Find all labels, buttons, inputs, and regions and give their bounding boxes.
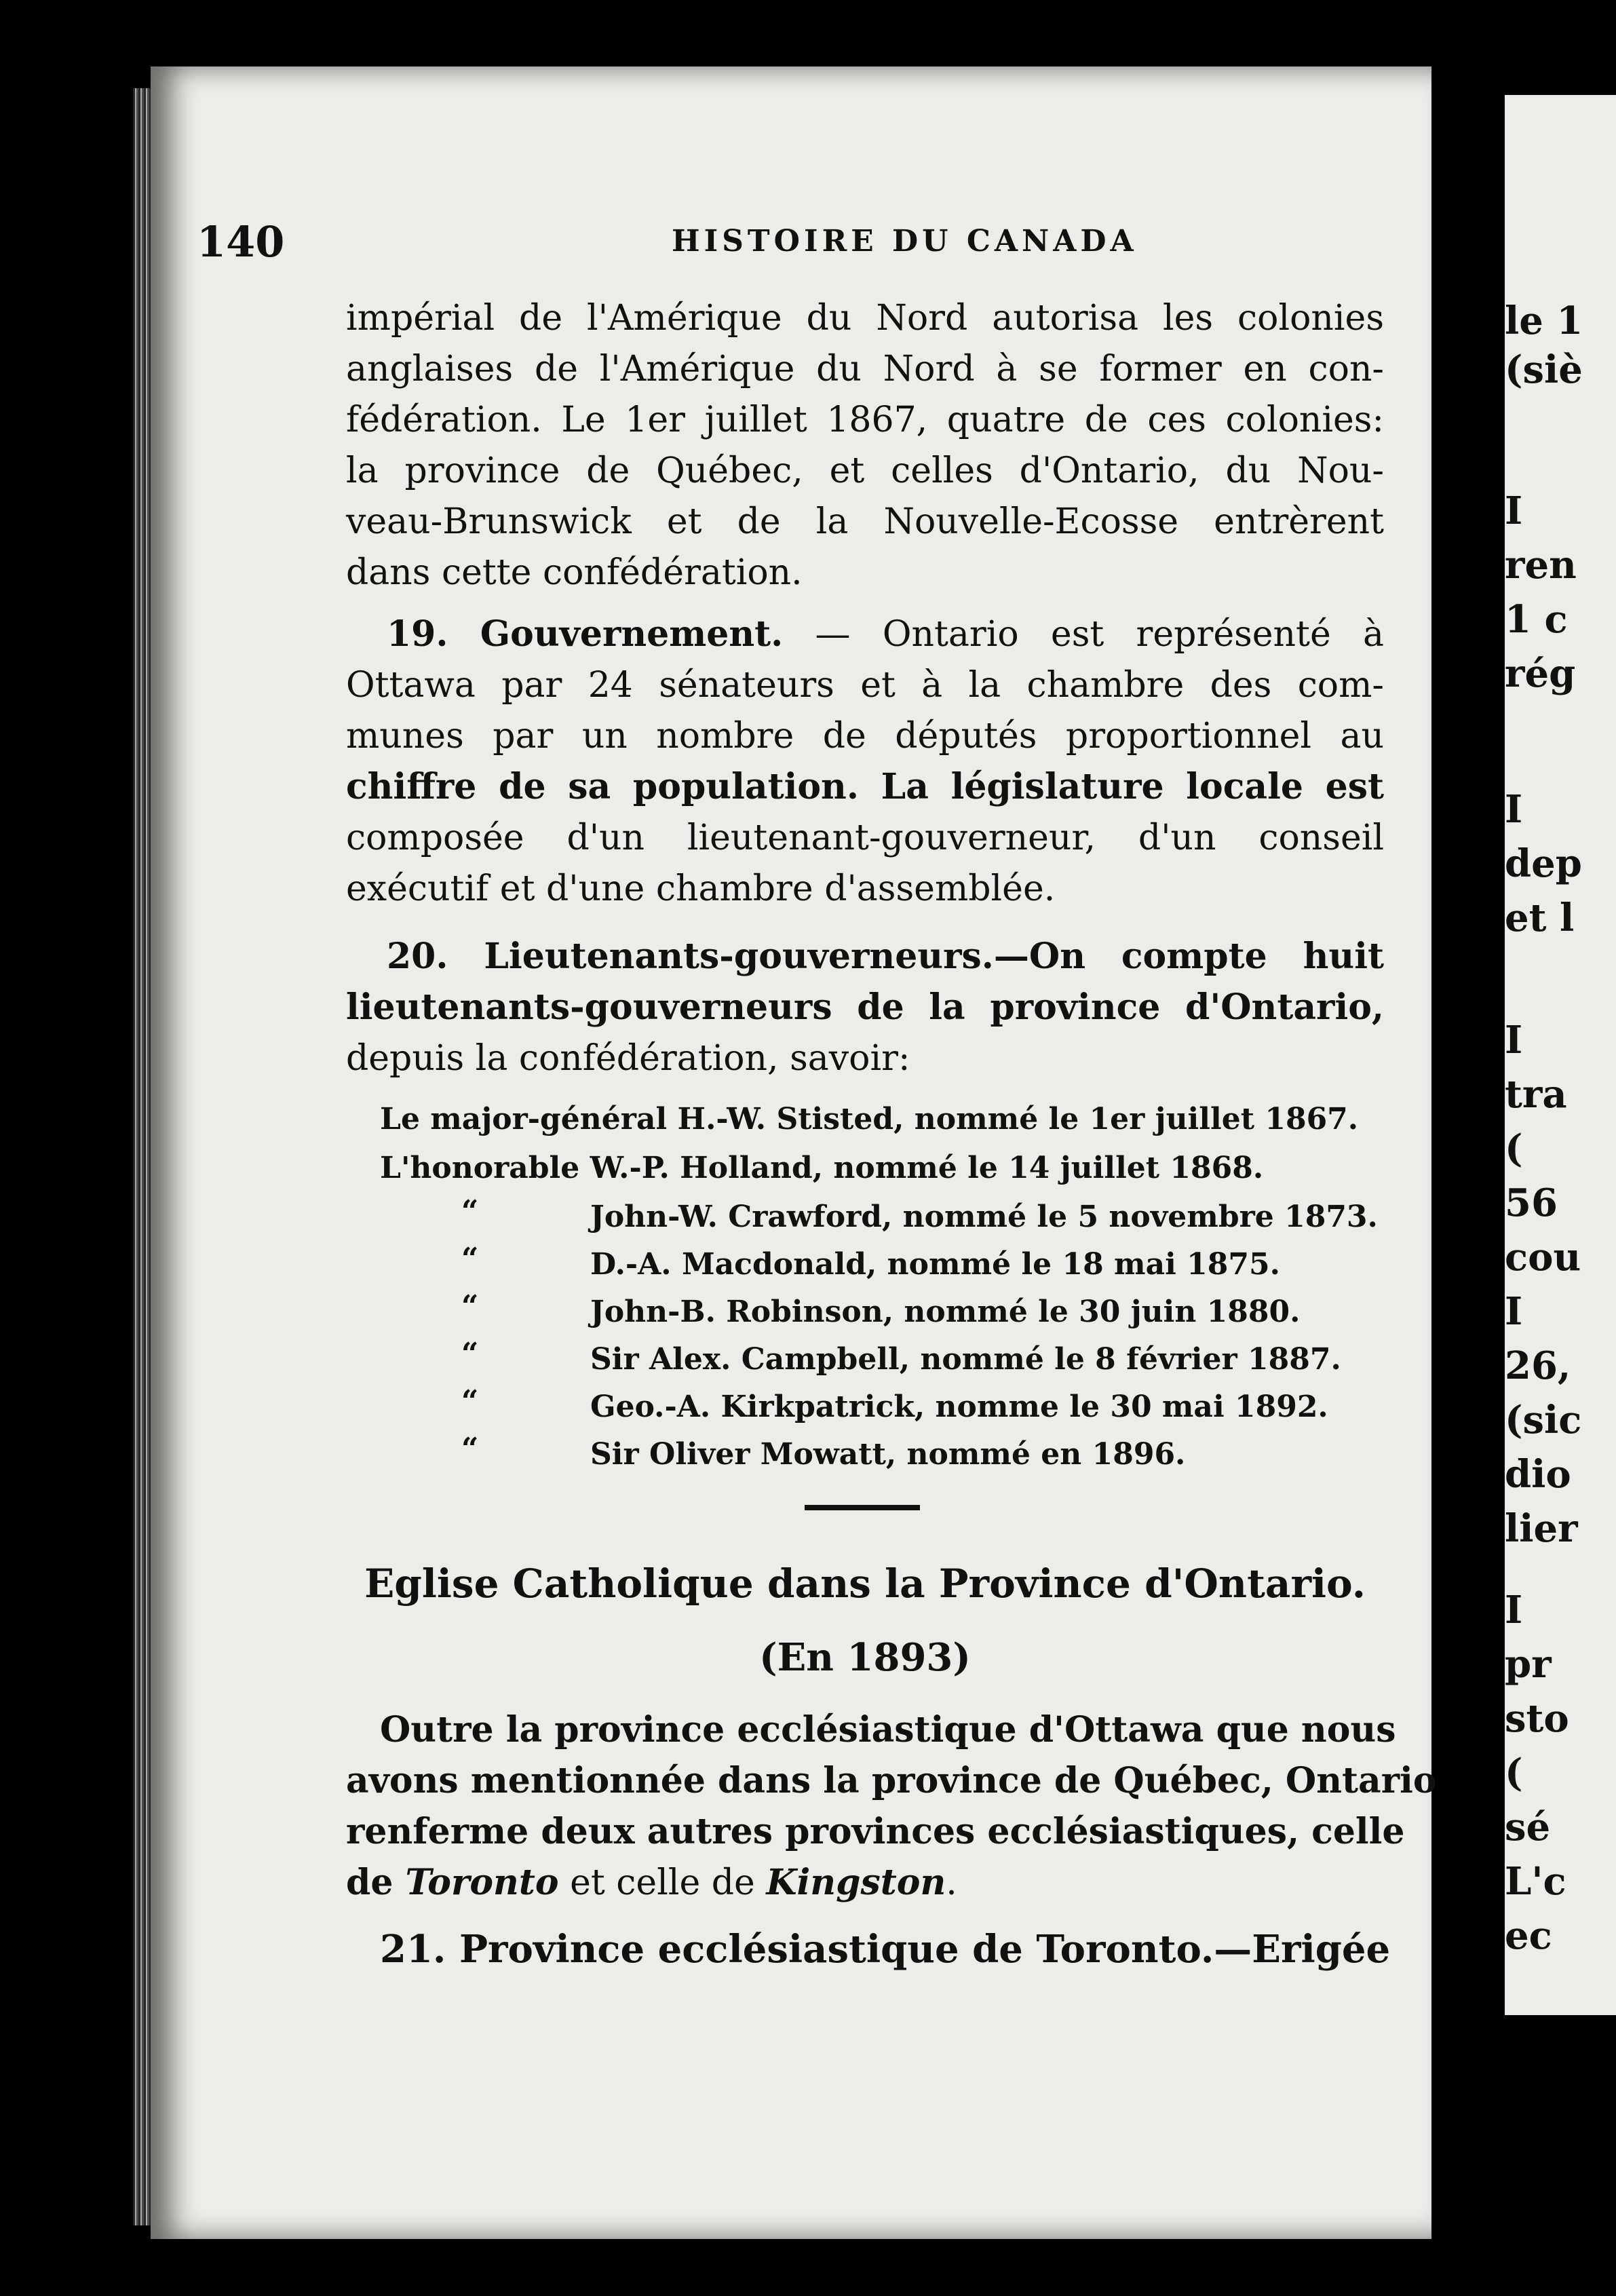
fragment: pr bbox=[1505, 1642, 1552, 1687]
governor-entry: John-W. Crawford, nommé le 5 novembre 1873. bbox=[590, 1200, 1378, 1234]
kingston-italic: Kingston bbox=[766, 1862, 946, 1903]
next-page-fragment bbox=[1505, 95, 1616, 2015]
section-title: Province ecclésiastique de Toronto.—Erigée bbox=[459, 1927, 1391, 1972]
text-line: lieutenants-gouverneurs de la province d'Ontario, bbox=[346, 987, 1384, 1028]
fragment: lier bbox=[1505, 1506, 1578, 1551]
text-line: chiffre de sa population. La législature locale est bbox=[346, 766, 1384, 807]
page-number: 140 bbox=[197, 217, 285, 267]
text-line: anglaises de l'Amérique du Nord à se former en con- bbox=[346, 349, 1384, 389]
governor-entry: John-B. Robinson, nommé le 30 juin 1880. bbox=[590, 1295, 1301, 1329]
fragment: I bbox=[1505, 1018, 1523, 1063]
fragment: sto bbox=[1505, 1696, 1569, 1741]
text-line: munes par un nombre de députés proportionnel au bbox=[346, 716, 1384, 757]
running-title: HISTOIRE DU CANADA bbox=[672, 224, 1138, 259]
text-line: veau-Brunswick et de la Nouvelle-Ecosse entrèrent bbox=[346, 501, 1384, 542]
text-run: . bbox=[946, 1862, 957, 1903]
section-title: Lieutenants-gouverneurs. bbox=[484, 936, 994, 977]
text-run: — Ontario est représenté à bbox=[783, 614, 1384, 655]
text-line bbox=[346, 1859, 1384, 1907]
fragment: et l bbox=[1505, 896, 1575, 940]
governor-entry: Sir Oliver Mowatt, nommé en 1896. bbox=[590, 1437, 1186, 1472]
fragment: cou bbox=[1505, 1235, 1581, 1280]
fragment: ren bbox=[1505, 543, 1577, 588]
fragment: I bbox=[1505, 787, 1523, 832]
text-run: et celle de bbox=[558, 1862, 767, 1903]
section-number: 21. bbox=[380, 1927, 446, 1972]
text-line: renferme deux autres provinces ecclésiastiques, celle bbox=[346, 1811, 1405, 1852]
ditto-mark: “ bbox=[461, 1242, 479, 1276]
text-line: la province de Québec, et celles d'Ontario, du Nou- bbox=[346, 451, 1384, 491]
section-19-first-line bbox=[387, 611, 1384, 658]
section-21-line bbox=[380, 1926, 1391, 1973]
governor-entry: Geo.-A. Kirkpatrick, nomme le 30 mai 1892. bbox=[590, 1390, 1328, 1424]
fragment: rég bbox=[1505, 651, 1576, 696]
fragment: dio bbox=[1505, 1452, 1571, 1497]
governor-entry: L'honorable W.-P. Holland, nommé le 14 juillet 1868. bbox=[380, 1151, 1264, 1185]
ditto-mark: “ bbox=[461, 1432, 479, 1466]
section-number: 20. bbox=[387, 936, 448, 977]
fragment: (siè bbox=[1505, 347, 1583, 392]
fragment: ( bbox=[1505, 1750, 1523, 1795]
section-number: 19. bbox=[387, 613, 448, 655]
text-line: Ottawa par 24 sénateurs et à la chambre des com- bbox=[346, 665, 1384, 706]
fragment: 1 c bbox=[1505, 597, 1568, 642]
page-header bbox=[197, 217, 1391, 271]
fragment: ( bbox=[1505, 1126, 1523, 1171]
section-title: Gouvernement. bbox=[480, 613, 784, 655]
text-line: avons mentionnée dans la province de Québec, Ontario bbox=[346, 1760, 1437, 1801]
fragment: le 1 bbox=[1505, 299, 1583, 343]
ditto-mark: “ bbox=[461, 1289, 479, 1324]
text-run: —On compte huit bbox=[993, 936, 1385, 977]
fragment: dep bbox=[1505, 841, 1582, 886]
fragment: ec bbox=[1505, 1913, 1552, 1958]
ditto-mark: “ bbox=[461, 1384, 479, 1419]
fragment: 26, bbox=[1505, 1343, 1571, 1388]
text-line: composée d'un lieutenant-gouverneur, d'un conseil bbox=[346, 818, 1384, 858]
fragment: L'c bbox=[1505, 1859, 1566, 1904]
text-line: depuis la confédération, savoir: bbox=[346, 1038, 910, 1079]
fragment: I bbox=[1505, 1289, 1523, 1334]
governor-entry: Le major-général H.-W. Stisted, nommé le 1er juillet 1867. bbox=[380, 1102, 1359, 1136]
fragment: 56 bbox=[1505, 1181, 1558, 1225]
toronto-italic: Toronto bbox=[405, 1862, 559, 1903]
ditto-mark: “ bbox=[461, 1337, 479, 1371]
text-line: Outre la province ecclésiastique d'Ottawa que nous bbox=[380, 1709, 1396, 1750]
church-subheading: (En 1893) bbox=[759, 1635, 971, 1680]
section-20-first-line bbox=[387, 933, 1384, 980]
ditto-mark: “ bbox=[461, 1194, 479, 1229]
text-line: dans cette confédération. bbox=[346, 552, 803, 593]
church-heading: Eglise Catholique dans la Province d'Ontario. bbox=[364, 1561, 1366, 1607]
fragment: I bbox=[1505, 1588, 1523, 1632]
text-run: de bbox=[346, 1862, 406, 1903]
fragment: (sic bbox=[1505, 1398, 1582, 1442]
text-line: fédération. Le 1er juillet 1867, quatre de ces colonies: bbox=[346, 400, 1384, 440]
governor-entry: Sir Alex. Campbell, nommé le 8 février 1887. bbox=[590, 1342, 1341, 1377]
text-line: exécutif et d'une chambre d'assemblée. bbox=[346, 868, 1056, 909]
fragment: tra bbox=[1505, 1072, 1567, 1117]
fragment: I bbox=[1505, 489, 1523, 533]
governor-entry: D.-A. Macdonald, nommé le 18 mai 1875. bbox=[590, 1247, 1280, 1282]
section-divider bbox=[805, 1505, 920, 1510]
fragment: sé bbox=[1505, 1805, 1551, 1850]
text-line: impérial de l'Amérique du Nord autorisa les colonies bbox=[346, 298, 1384, 339]
